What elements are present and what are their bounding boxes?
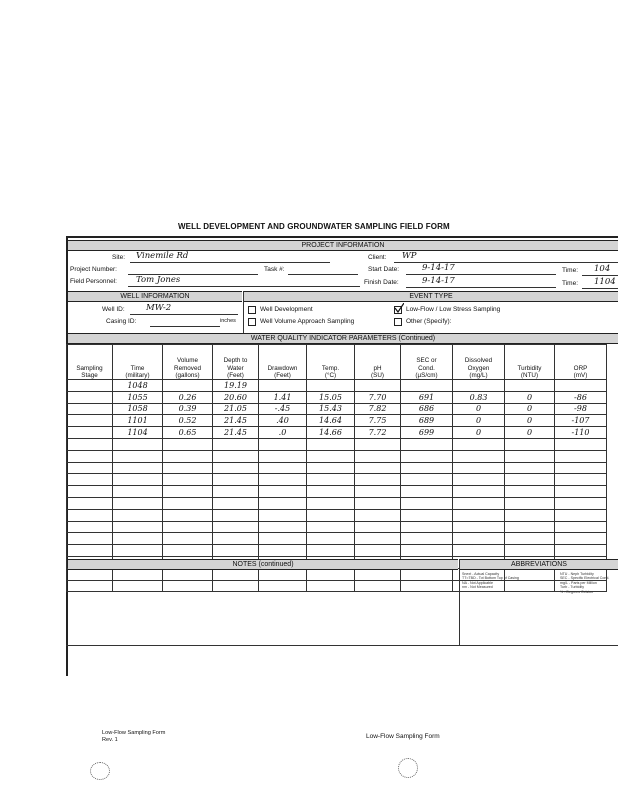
- abbr-item: NA - Not Applicable: [462, 580, 493, 585]
- cell-turbidity[interactable]: [505, 474, 555, 486]
- header-line: Time: [130, 364, 145, 372]
- table-row: [67, 391, 607, 403]
- cell-depth-to-water[interactable]: [213, 521, 259, 533]
- cell-sampling-stage[interactable]: [67, 391, 113, 403]
- cell-sampling-stage[interactable]: [67, 521, 113, 533]
- cell-conductivity[interactable]: 689: [401, 415, 453, 427]
- header-line: (gallons): [175, 371, 200, 379]
- cell-turbidity[interactable]: 0: [505, 403, 555, 415]
- cell-turbidity[interactable]: 0: [505, 415, 555, 427]
- water-quality-table: [66, 344, 610, 592]
- cell-turbidity[interactable]: [505, 486, 555, 498]
- table-row: [67, 415, 607, 427]
- header-conductivity: [401, 345, 453, 380]
- cell-ph[interactable]: [355, 380, 401, 392]
- well-development-checkbox[interactable]: [248, 306, 256, 314]
- cell-drawdown[interactable]: [259, 545, 307, 557]
- cell-volume-removed[interactable]: 0.39: [163, 403, 213, 415]
- cell-turbidity[interactable]: [505, 462, 555, 474]
- cell-sampling-stage[interactable]: [67, 427, 113, 439]
- abbr-item: Turb - Turbidity: [560, 585, 585, 590]
- header-turbidity: [505, 345, 555, 380]
- cell-orp[interactable]: -86: [555, 391, 607, 403]
- cell-sampling-stage[interactable]: [67, 497, 113, 509]
- cell-ph[interactable]: 7.70: [355, 391, 401, 403]
- header-depth-to-water: [213, 345, 259, 380]
- header-line: Removed: [174, 364, 201, 372]
- cell-turbidity[interactable]: [505, 521, 555, 533]
- cell-orp[interactable]: -110: [555, 427, 607, 439]
- cell-drawdown[interactable]: .0: [259, 427, 307, 439]
- cell-depth-to-water[interactable]: [213, 462, 259, 474]
- cell-dissolved-oxygen[interactable]: 0: [453, 415, 505, 427]
- cell-orp[interactable]: [555, 474, 607, 486]
- abbr-item: Snext - Actual Capacity: [462, 572, 500, 576]
- check-mark-icon: [394, 303, 404, 313]
- notes-area[interactable]: [70, 572, 456, 642]
- well-volume-label: Well Volume Approach Sampling: [260, 318, 355, 325]
- cell-volume-removed[interactable]: [163, 521, 213, 533]
- abbr-item: TT=TBD - Tot Bottom Top of Casing: [462, 576, 519, 581]
- cell-conductivity[interactable]: [401, 380, 453, 392]
- cell-conductivity[interactable]: [401, 438, 453, 450]
- cell-volume-removed[interactable]: 0.52: [163, 415, 213, 427]
- header-ph: [355, 345, 401, 380]
- well-id-line: [130, 314, 238, 315]
- cell-dissolved-oxygen[interactable]: [453, 533, 505, 545]
- finish-time-line: [582, 288, 618, 289]
- cell-orp[interactable]: -107: [555, 415, 607, 427]
- cell-sampling-stage[interactable]: [67, 509, 113, 521]
- cell-depth-to-water[interactable]: 21.05: [213, 403, 259, 415]
- header-line: (mg/L): [469, 371, 488, 379]
- cell-depth-to-water[interactable]: [213, 497, 259, 509]
- cell-depth-to-water[interactable]: [213, 486, 259, 498]
- other-checkbox[interactable]: [394, 318, 402, 326]
- cell-time[interactable]: [113, 521, 163, 533]
- cell-drawdown[interactable]: [259, 521, 307, 533]
- cell-time[interactable]: [113, 438, 163, 450]
- header-dissolved-oxygen: [453, 345, 505, 380]
- cell-dissolved-oxygen[interactable]: [453, 521, 505, 533]
- cell-time[interactable]: [113, 486, 163, 498]
- table-row: [67, 533, 607, 545]
- cell-temp[interactable]: [307, 474, 355, 486]
- header-line: pH: [373, 364, 382, 372]
- other-label: Other (Specify):: [406, 318, 452, 325]
- water-quality-band: WATER QUALITY INDICATOR PARAMETERS (Continued): [68, 333, 618, 344]
- cell-conductivity[interactable]: [401, 462, 453, 474]
- well-info-band: WELL INFORMATION: [68, 291, 242, 302]
- cell-sampling-stage[interactable]: [67, 486, 113, 498]
- cell-drawdown[interactable]: [259, 486, 307, 498]
- cell-depth-to-water[interactable]: 20.60: [213, 391, 259, 403]
- header-line: Water: [227, 364, 244, 372]
- finish-date-line: [406, 287, 556, 288]
- cell-temp[interactable]: 15.43: [307, 403, 355, 415]
- cell-time[interactable]: 1104: [113, 427, 163, 439]
- cell-drawdown[interactable]: 1.41: [259, 391, 307, 403]
- cell-turbidity[interactable]: [505, 450, 555, 462]
- abbr-col-2: [560, 572, 609, 594]
- header-orp: [555, 345, 607, 380]
- header-line: (Feet): [227, 371, 244, 379]
- cell-volume-removed[interactable]: [163, 497, 213, 509]
- cell-dissolved-oxygen[interactable]: [453, 380, 505, 392]
- cell-dissolved-oxygen[interactable]: [453, 438, 505, 450]
- start-time-label: Time:: [562, 267, 579, 274]
- field-personnel-line: [128, 286, 360, 287]
- cell-time[interactable]: [113, 450, 163, 462]
- cell-time[interactable]: [113, 474, 163, 486]
- cell-orp[interactable]: [555, 521, 607, 533]
- cell-orp[interactable]: [555, 438, 607, 450]
- cell-volume-removed[interactable]: [163, 486, 213, 498]
- cell-ph[interactable]: [355, 545, 401, 557]
- cell-sampling-stage[interactable]: [67, 450, 113, 462]
- cell-dissolved-oxygen[interactable]: 0: [453, 427, 505, 439]
- cell-volume-removed[interactable]: [163, 474, 213, 486]
- cell-volume-removed[interactable]: [163, 509, 213, 521]
- cell-temp[interactable]: 14.64: [307, 415, 355, 427]
- table-row: [67, 474, 607, 486]
- cell-drawdown[interactable]: [259, 450, 307, 462]
- cell-sampling-stage[interactable]: [67, 403, 113, 415]
- cell-orp[interactable]: -98: [555, 403, 607, 415]
- site-label: Site:: [112, 254, 126, 261]
- cell-drawdown[interactable]: .40: [259, 415, 307, 427]
- cell-drawdown[interactable]: [259, 438, 307, 450]
- footer-center-title: Low-Flow Sampling Form: [366, 733, 440, 740]
- notes-band: NOTES (continued): [68, 559, 458, 570]
- cell-dissolved-oxygen[interactable]: [453, 497, 505, 509]
- header-line: Oxygen: [467, 364, 490, 372]
- cell-volume-removed[interactable]: [163, 533, 213, 545]
- cell-temp[interactable]: [307, 533, 355, 545]
- header-line: Volume: [176, 357, 198, 365]
- cell-ph[interactable]: 7.82: [355, 403, 401, 415]
- header-line: (SU): [371, 371, 384, 379]
- table-row: [67, 403, 607, 415]
- cell-conductivity[interactable]: [401, 545, 453, 557]
- footer-form-name: Low-Flow Sampling Form: [102, 730, 166, 736]
- table-row: [67, 497, 607, 509]
- header-line: SEC or: [416, 357, 437, 365]
- cell-volume-removed[interactable]: [163, 380, 213, 392]
- cell-temp[interactable]: 15.05: [307, 391, 355, 403]
- cell-turbidity[interactable]: [505, 380, 555, 392]
- table-row: [67, 545, 607, 557]
- cell-orp[interactable]: [555, 533, 607, 545]
- task-label: Task #:: [264, 266, 285, 273]
- cell-sampling-stage[interactable]: [67, 474, 113, 486]
- cell-time[interactable]: [113, 533, 163, 545]
- cell-orp[interactable]: [555, 509, 607, 521]
- cell-volume-removed[interactable]: 0.65: [163, 427, 213, 439]
- site-value[interactable]: Vinemile Rd: [136, 251, 189, 261]
- cell-time[interactable]: [113, 509, 163, 521]
- cell-drawdown[interactable]: [259, 474, 307, 486]
- cell-turbidity[interactable]: 0: [505, 391, 555, 403]
- notes-bottom-border: [66, 645, 618, 646]
- header-line: (Feet): [274, 371, 291, 379]
- cell-sampling-stage[interactable]: [67, 545, 113, 557]
- finish-date-label: Finish Date:: [364, 279, 399, 286]
- cell-drawdown[interactable]: [259, 509, 307, 521]
- cell-drawdown[interactable]: [259, 497, 307, 509]
- cell-temp[interactable]: 14.66: [307, 427, 355, 439]
- well-volume-checkbox[interactable]: [248, 318, 256, 326]
- cell-temp[interactable]: [307, 497, 355, 509]
- cell-turbidity[interactable]: 0: [505, 427, 555, 439]
- header-line: Drawdown: [267, 364, 298, 372]
- cell-depth-to-water[interactable]: [213, 438, 259, 450]
- cell-orp[interactable]: [555, 545, 607, 557]
- abbreviations-band: ABBREVIATIONS: [460, 559, 618, 570]
- footer-revision: Rev. 1: [102, 737, 118, 743]
- cell-dissolved-oxygen[interactable]: [453, 474, 505, 486]
- form-top-border: [66, 236, 618, 238]
- cell-conductivity[interactable]: [401, 474, 453, 486]
- cell-ph[interactable]: [355, 533, 401, 545]
- cell-temp[interactable]: [307, 450, 355, 462]
- header-line: Sampling: [76, 364, 103, 372]
- cell-dissolved-oxygen[interactable]: 0.83: [453, 391, 505, 403]
- abbr-item: % - Degrees Celsius: [560, 589, 593, 594]
- cell-ph[interactable]: [355, 462, 401, 474]
- cell-ph[interactable]: [355, 509, 401, 521]
- header-line: ORP: [573, 364, 588, 372]
- cell-ph[interactable]: 7.72: [355, 427, 401, 439]
- cell-volume-removed[interactable]: 0.26: [163, 391, 213, 403]
- well-development-label: Well Development: [260, 306, 313, 313]
- cell-sampling-stage[interactable]: [67, 462, 113, 474]
- cell-turbidity[interactable]: [505, 438, 555, 450]
- header-line: Turbidity: [517, 364, 542, 372]
- client-label: Client:: [368, 254, 387, 261]
- cell-time[interactable]: 1058: [113, 403, 163, 415]
- cell-depth-to-water[interactable]: [213, 533, 259, 545]
- cell-conductivity[interactable]: [401, 450, 453, 462]
- cell-depth-to-water[interactable]: 21.45: [213, 427, 259, 439]
- cell-conductivity[interactable]: [401, 486, 453, 498]
- table-row: [67, 486, 607, 498]
- scan-mark: [90, 762, 110, 780]
- cell-ph[interactable]: 7.75: [355, 415, 401, 427]
- cell-time[interactable]: 1048: [113, 380, 163, 392]
- start-date-label: Start Date:: [368, 266, 400, 273]
- header-line: (military): [125, 371, 150, 379]
- cell-dissolved-oxygen[interactable]: [453, 486, 505, 498]
- cell-depth-to-water[interactable]: [213, 509, 259, 521]
- cell-time[interactable]: [113, 462, 163, 474]
- cell-conductivity[interactable]: [401, 521, 453, 533]
- cell-turbidity[interactable]: [505, 497, 555, 509]
- cell-conductivity[interactable]: [401, 497, 453, 509]
- cell-dissolved-oxygen[interactable]: [453, 545, 505, 557]
- cell-depth-to-water[interactable]: 19.19: [213, 380, 259, 392]
- cell-turbidity[interactable]: [505, 533, 555, 545]
- cell-sampling-stage[interactable]: [67, 533, 113, 545]
- cell-time[interactable]: 1101: [113, 415, 163, 427]
- table-row: [67, 521, 607, 533]
- field-personnel-label: Field Personnel:: [70, 278, 117, 285]
- header-volume-removed: [163, 345, 213, 380]
- start-time-line: [582, 275, 618, 276]
- project-info-band: PROJECT INFORMATION: [68, 240, 618, 251]
- header-line: (µS/cm): [415, 371, 438, 379]
- header-line: Dissolved: [464, 357, 493, 365]
- table-row: [67, 427, 607, 439]
- cell-orp[interactable]: [555, 486, 607, 498]
- cell-dissolved-oxygen[interactable]: [453, 462, 505, 474]
- cell-volume-removed[interactable]: [163, 438, 213, 450]
- table-row: [67, 438, 607, 450]
- cell-conductivity[interactable]: 686: [401, 403, 453, 415]
- site-line: [130, 262, 330, 263]
- well-id-value[interactable]: MW-2: [146, 303, 172, 313]
- event-type-band: EVENT TYPE: [244, 291, 618, 302]
- cell-drawdown[interactable]: [259, 533, 307, 545]
- start-date-value[interactable]: 9-14-17: [422, 263, 455, 273]
- cell-turbidity[interactable]: [505, 509, 555, 521]
- cell-turbidity[interactable]: [505, 545, 555, 557]
- cell-conductivity[interactable]: [401, 509, 453, 521]
- abbr-col-1: [462, 572, 519, 590]
- start-date-line: [406, 274, 556, 275]
- cell-drawdown[interactable]: [259, 462, 307, 474]
- cell-ph[interactable]: [355, 438, 401, 450]
- cell-depth-to-water[interactable]: [213, 474, 259, 486]
- finish-time-value[interactable]: 1104: [594, 277, 616, 287]
- well-event-divider: [243, 291, 244, 333]
- task-line: [288, 274, 358, 275]
- low-flow-label: Low-Flow / Low Stress Sampling: [406, 306, 501, 313]
- cell-orp[interactable]: [555, 450, 607, 462]
- header-line: (NTU): [520, 371, 539, 379]
- cell-ph[interactable]: [355, 474, 401, 486]
- header-line: Stage: [81, 371, 98, 379]
- header-line: (mV): [573, 371, 588, 379]
- cell-depth-to-water[interactable]: [213, 450, 259, 462]
- cell-temp[interactable]: [307, 438, 355, 450]
- header-sampling-stage: [67, 345, 113, 380]
- cell-depth-to-water[interactable]: [213, 545, 259, 557]
- table-row: [67, 450, 607, 462]
- abbr-item: mg/L - Parts per Million: [560, 580, 597, 585]
- well-id-label: Well ID:: [102, 306, 125, 313]
- cell-ph[interactable]: [355, 521, 401, 533]
- cell-time[interactable]: [113, 497, 163, 509]
- cell-conductivity[interactable]: 699: [401, 427, 453, 439]
- cell-orp[interactable]: [555, 380, 607, 392]
- cell-temp[interactable]: [307, 462, 355, 474]
- finish-time-label: Time:: [562, 280, 579, 287]
- cell-drawdown[interactable]: [259, 380, 307, 392]
- project-number-label: Project Number:: [70, 266, 117, 273]
- casing-id-line: [150, 326, 220, 327]
- cell-orp[interactable]: [555, 497, 607, 509]
- cell-dissolved-oxygen[interactable]: [453, 450, 505, 462]
- cell-dissolved-oxygen[interactable]: 0: [453, 403, 505, 415]
- scan-mark: [398, 758, 418, 778]
- cell-temp[interactable]: [307, 486, 355, 498]
- cell-conductivity[interactable]: 691: [401, 391, 453, 403]
- cell-volume-removed[interactable]: [163, 462, 213, 474]
- header-line: Temp.: [321, 364, 340, 372]
- header-line: Depth to: [223, 357, 248, 365]
- client-value[interactable]: WP: [402, 251, 417, 261]
- cell-sampling-stage[interactable]: [67, 380, 113, 392]
- cell-depth-to-water[interactable]: 21.45: [213, 415, 259, 427]
- field-form: [66, 236, 618, 676]
- header-drawdown: [259, 345, 307, 380]
- cell-volume-removed[interactable]: [163, 545, 213, 557]
- casing-id-label: Casing ID:: [106, 318, 137, 325]
- cell-temp[interactable]: [307, 509, 355, 521]
- cell-temp[interactable]: [307, 380, 355, 392]
- header-line: Cond.: [418, 364, 435, 372]
- form-title: WELL DEVELOPMENT AND GROUNDWATER SAMPLING FIELD FORM: [178, 222, 450, 231]
- abbr-item: nm - Not Measured: [462, 585, 493, 590]
- cell-ph[interactable]: [355, 450, 401, 462]
- abbr-item: NTU - Neph Turbidity: [560, 572, 594, 576]
- table-row: [67, 380, 607, 392]
- cell-ph[interactable]: [355, 497, 401, 509]
- cell-drawdown[interactable]: -.45: [259, 403, 307, 415]
- finish-date-value[interactable]: 9-14-17: [422, 276, 455, 286]
- header-line: (°C): [324, 371, 337, 379]
- low-flow-checkbox[interactable]: [394, 306, 402, 314]
- start-time-value[interactable]: 104: [594, 264, 611, 274]
- field-personnel-value[interactable]: Tom Jones: [136, 275, 181, 285]
- header-temp: [307, 345, 355, 380]
- table-row: [67, 462, 607, 474]
- cell-sampling-stage[interactable]: [67, 438, 113, 450]
- cell-orp[interactable]: [555, 462, 607, 474]
- abbr-item: SEC - Specific Electrical Cond.: [560, 576, 610, 581]
- cell-time[interactable]: 1055: [113, 391, 163, 403]
- cell-temp[interactable]: [307, 545, 355, 557]
- cell-temp[interactable]: [307, 521, 355, 533]
- table-row: [67, 509, 607, 521]
- cell-sampling-stage[interactable]: [67, 415, 113, 427]
- casing-units: inches: [220, 318, 236, 324]
- cell-ph[interactable]: [355, 486, 401, 498]
- notes-abbr-divider: [459, 559, 460, 645]
- cell-time[interactable]: [113, 545, 163, 557]
- header-time: [113, 345, 163, 380]
- cell-conductivity[interactable]: [401, 533, 453, 545]
- cell-dissolved-oxygen[interactable]: [453, 509, 505, 521]
- cell-volume-removed[interactable]: [163, 450, 213, 462]
